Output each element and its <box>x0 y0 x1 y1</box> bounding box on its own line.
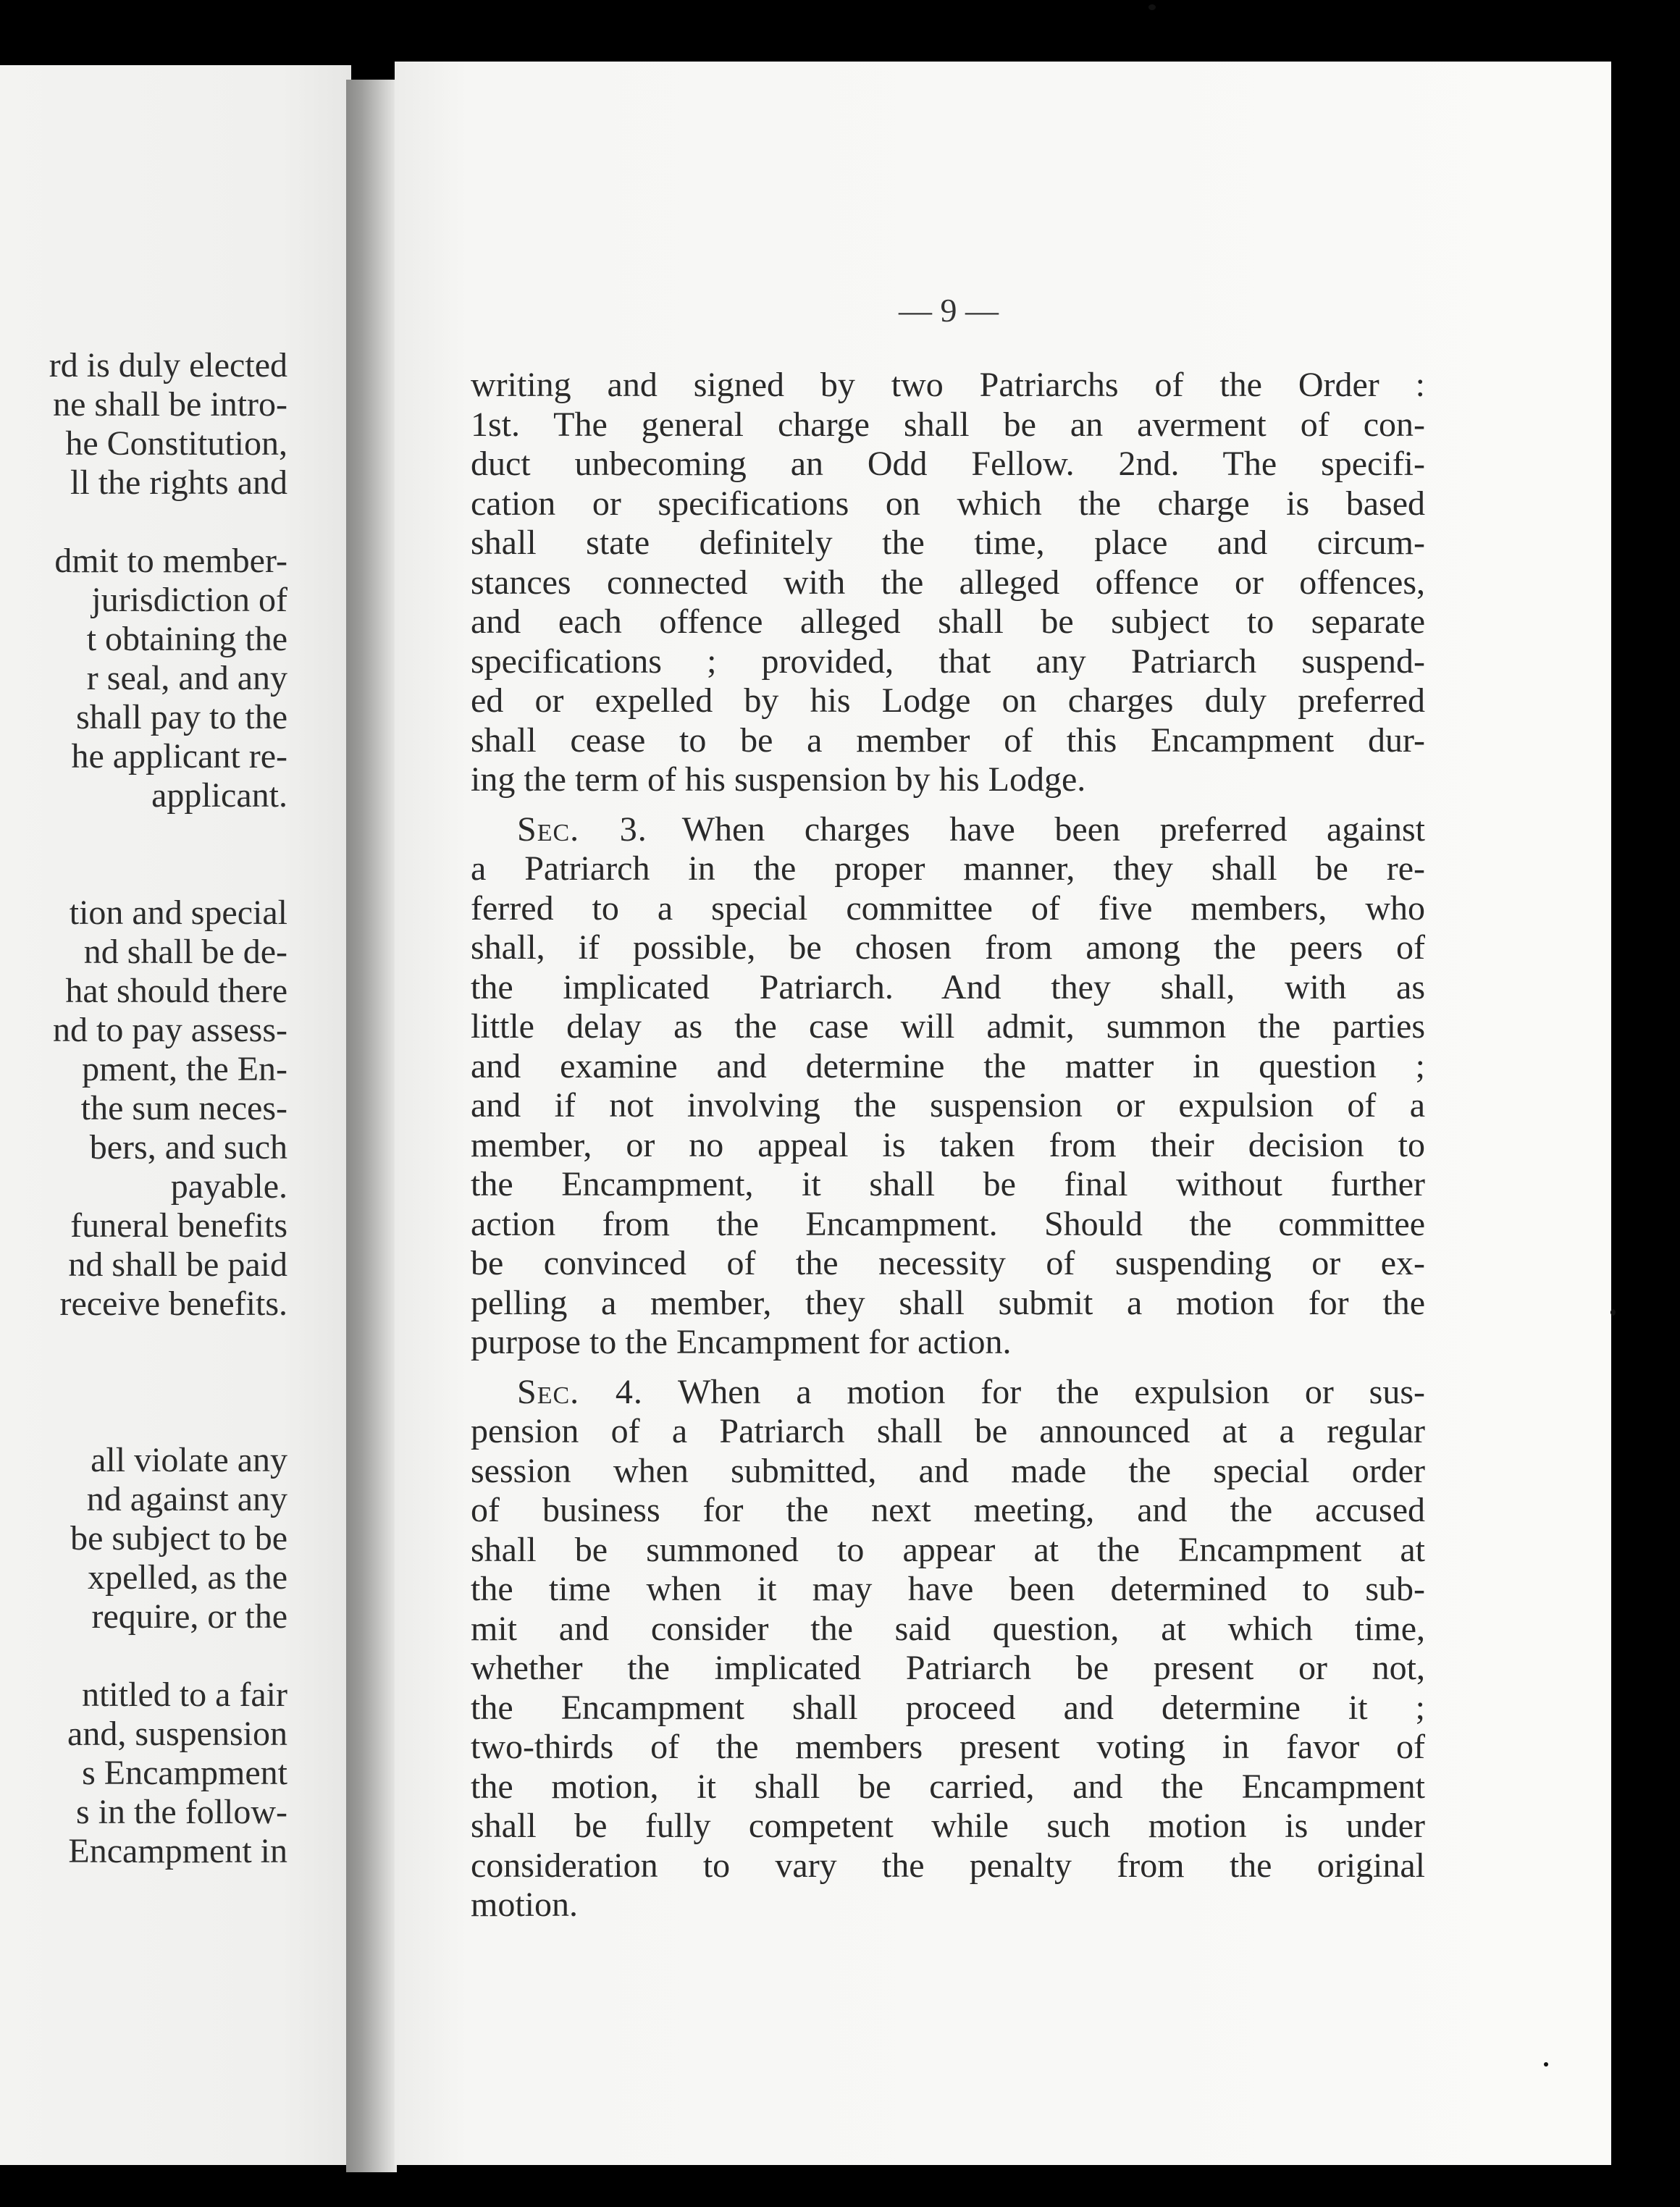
text-line: member, or no appeal is taken from their decision to <box>471 1125 1425 1164</box>
left-text-line <box>0 815 287 854</box>
left-text-line: ne shall be intro- <box>53 385 287 424</box>
dust-speck <box>1148 4 1156 10</box>
left-text-line <box>0 1363 287 1402</box>
left-text-line: jurisdiction of <box>91 581 287 619</box>
text-line: action from the Encampment. Should the committee <box>471 1204 1425 1243</box>
text-line: shall, if possible, be chosen from among the peers of <box>471 928 1425 967</box>
left-text-line: the sum neces- <box>80 1089 287 1127</box>
text-line: ed or expelled by his Lodge on charges duly preferred <box>471 681 1425 720</box>
left-text-line: tion and special <box>69 894 287 932</box>
left-text-line: xpelled, as the <box>88 1558 287 1597</box>
left-text-line <box>0 503 287 542</box>
line-text: When charges have been preferred against <box>681 810 1425 849</box>
text-line: ferred to a special committee of five members, who <box>471 888 1425 928</box>
dust-speck <box>1544 2062 1548 2067</box>
text-line: pelling a member, they shall submit a motion for the <box>471 1283 1425 1322</box>
text-line: session when submitted, and made the special order <box>471 1451 1425 1490</box>
book-gutter <box>346 80 397 2172</box>
line-text: When a motion for the expulsion or sus- <box>677 1372 1425 1411</box>
left-text-line: ntitled to a fair <box>82 1676 287 1714</box>
left-text-line: nd shall be paid <box>68 1245 287 1284</box>
text-line: and each offence alleged shall be subject to separate <box>471 602 1425 641</box>
left-text-line: pment, the En- <box>82 1050 287 1088</box>
dust-speck <box>1610 1309 1616 1316</box>
left-text-line <box>0 1402 287 1441</box>
text-line: be convinced of the necessity of suspending or ex- <box>471 1244 1425 1282</box>
text-line: a Patriarch in the proper manner, they shall be re- <box>471 849 1425 888</box>
left-text-line: ll the rights and <box>70 463 287 502</box>
text-line: duct unbecoming an Odd Fellow. 2nd. The specifi- <box>471 445 1425 483</box>
text-line: pension of a Patriarch shall be announced at a regular <box>471 1412 1425 1450</box>
page-number: — 9 — <box>899 292 999 329</box>
left-text-line: shall pay to the <box>76 698 287 736</box>
left-text-line: s Encampment <box>82 1754 287 1792</box>
left-text-line: payable. <box>170 1167 287 1206</box>
text-line: shall be fully competent while such motion is under <box>471 1807 1425 1845</box>
left-text-line: applicant. <box>151 776 287 815</box>
text-line: the implicated Patriarch. And they shall, with as <box>471 967 1425 1006</box>
text-line: and if not involving the suspension or expulsion of a <box>471 1086 1425 1124</box>
left-text-line: dmit to member- <box>54 542 287 580</box>
left-text-line: all violate any <box>91 1441 287 1479</box>
left-text-line: bers, and such <box>89 1128 287 1166</box>
left-text-line: Encampment in <box>68 1832 287 1870</box>
text-line: the motion, it shall be carried, and the Encampment <box>471 1767 1425 1806</box>
left-text-line: rd is duly elected <box>49 346 287 384</box>
left-text-line: be subject to be <box>70 1519 287 1557</box>
text-line: stances connected with the alleged offence or offences, <box>471 563 1425 602</box>
left-text-line: he applicant re- <box>71 737 287 775</box>
right-page-body <box>471 366 1425 1925</box>
text-line <box>471 1373 1425 1413</box>
text-line: two-thirds of the members present voting in favor of <box>471 1728 1425 1766</box>
paragraph-gap <box>471 800 1425 810</box>
text-line: specifications ; provided, that any Patriarch suspend- <box>471 642 1425 681</box>
text-line: ing the term of his suspension by his Lodge. <box>471 760 1086 799</box>
text-line: shall state definitely the time, place and circum- <box>471 524 1425 562</box>
text-line: consideration to vary the penalty from the original <box>471 1846 1425 1885</box>
text-line: writing and signed by two Patriarchs of the Order : <box>471 366 1425 404</box>
text-line: cation or specifications on which the charge is based <box>471 484 1425 523</box>
left-text-line: nd to pay assess- <box>53 1011 287 1049</box>
text-line: mit and consider the said question, at which time, <box>471 1609 1425 1648</box>
section-label: Sec. 4. <box>517 1372 643 1411</box>
left-text-line: t obtaining the <box>86 620 287 658</box>
left-text-line <box>0 1636 287 1676</box>
left-text-line <box>0 1324 287 1363</box>
text-line: purpose to the Encampment for action. <box>471 1323 1012 1361</box>
text-line: little delay as the case will admit, summon the parties <box>471 1007 1425 1046</box>
left-text-line: nd against any <box>86 1480 287 1518</box>
text-line: motion. <box>471 1886 579 1924</box>
left-text-line: nd shall be de- <box>83 933 287 971</box>
left-page-text <box>0 346 287 1871</box>
left-text-line <box>0 854 287 894</box>
left-text-line: and, suspension <box>67 1715 287 1753</box>
paragraph-gap <box>471 1363 1425 1373</box>
left-text-line: receive benefits. <box>59 1285 287 1323</box>
left-text-line: he Constitution, <box>65 424 287 463</box>
section-label: Sec. 3. <box>517 810 647 849</box>
text-line: shall be summoned to appear at the Encampment at <box>471 1530 1425 1569</box>
text-line: of business for the next meeting, and the accused <box>471 1491 1425 1529</box>
text-line: shall cease to be a member of this Encampment dur- <box>471 720 1425 760</box>
text-line: 1st. The general charge shall be an averment of con- <box>471 405 1425 444</box>
text-line: and examine and determine the matter in question ; <box>471 1046 1425 1085</box>
left-text-line: s in the follow- <box>76 1793 287 1831</box>
left-text-line: require, or the <box>91 1597 287 1636</box>
text-line: the Encampment shall proceed and determine it ; <box>471 1688 1425 1727</box>
scan-border <box>1611 62 1680 2207</box>
text-line: whether the implicated Patriarch be present or not, <box>471 1649 1425 1687</box>
left-page <box>0 65 351 2165</box>
text-line <box>471 810 1425 850</box>
left-text-line: funeral benefits <box>70 1206 287 1245</box>
text-line: the time when it may have been determined to sub- <box>471 1570 1425 1608</box>
left-text-line: hat should there <box>65 972 287 1010</box>
left-text-line: r seal, and any <box>86 659 287 697</box>
text-line: the Encampment, it shall be final without further <box>471 1165 1425 1203</box>
